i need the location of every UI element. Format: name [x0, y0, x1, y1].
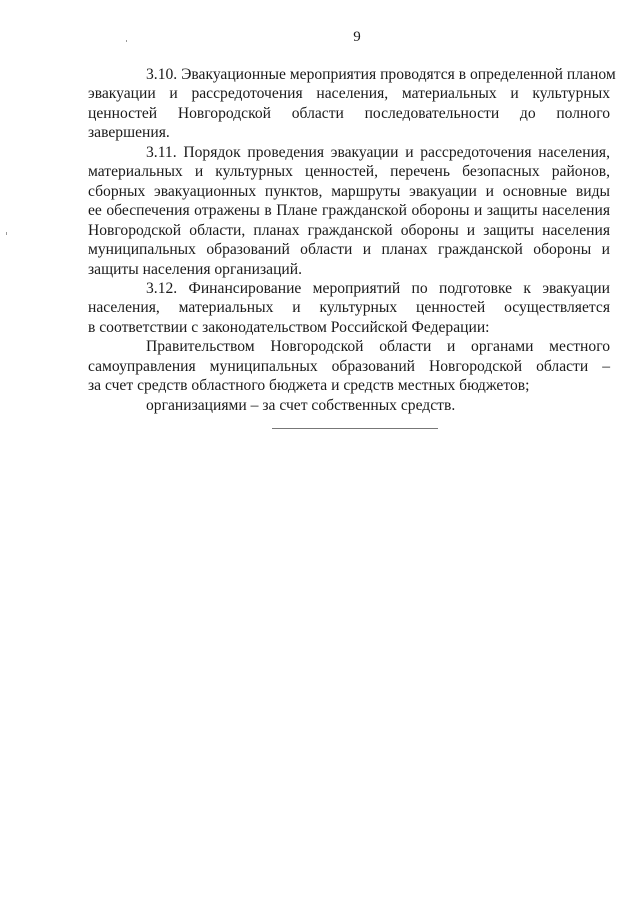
scan-speck: [126, 40, 127, 42]
paragraph: [88, 65, 616, 143]
text-line: эвакуации и рассредоточения населения, материальных и культурных: [88, 85, 610, 103]
text-line: самоуправления муниципальных образований Новгородской области –: [88, 357, 610, 375]
text-line: за счет средств областного бюджета и средств местных бюджетов;: [88, 377, 530, 395]
end-rule: [272, 428, 438, 429]
text-line: 3.11. Порядок проведения эвакуации и рассредоточения населения,: [146, 143, 610, 161]
text-line: муниципальных образований области и планах гражданской обороны и: [88, 241, 610, 259]
text-line: организациями – за счет собственных средств.: [146, 396, 456, 414]
paragraph: [88, 143, 610, 279]
text-line: 3.10. Эвакуационные мероприятия проводятся в определенной планом: [146, 66, 616, 83]
text-line: защиты населения организаций.: [88, 260, 303, 278]
paragraph: [88, 337, 610, 395]
text-line: завершения.: [88, 124, 170, 142]
text-line: Новгородской области, планах гражданской обороны и защиты населения: [88, 221, 610, 239]
text-line: ее обеспечения отражены в Плане гражданской обороны и защиты населения: [88, 202, 610, 220]
text-line: материальных и культурных ценностей, перечень безопасных районов,: [88, 163, 610, 181]
text-line: сборных эвакуационных пунктов, маршруты эвакуации и основные виды: [88, 182, 610, 200]
text-line: ценностей Новгородской области последовательности до полного: [88, 104, 610, 122]
document-body: [88, 65, 616, 415]
text-line: в соответствии с законодательством Российской Федерации:: [88, 318, 490, 336]
paragraph: [88, 396, 610, 415]
text-line: Правительством Новгородской области и органами местного: [146, 338, 610, 356]
page-number: 9: [353, 29, 361, 45]
scan-speck: [6, 232, 7, 235]
text-line: 3.12. Финансирование мероприятий по подготовке к эвакуации: [146, 279, 610, 297]
text-line: населения, материальных и культурных ценностей осуществляется: [88, 299, 610, 317]
paragraph: [88, 279, 610, 337]
